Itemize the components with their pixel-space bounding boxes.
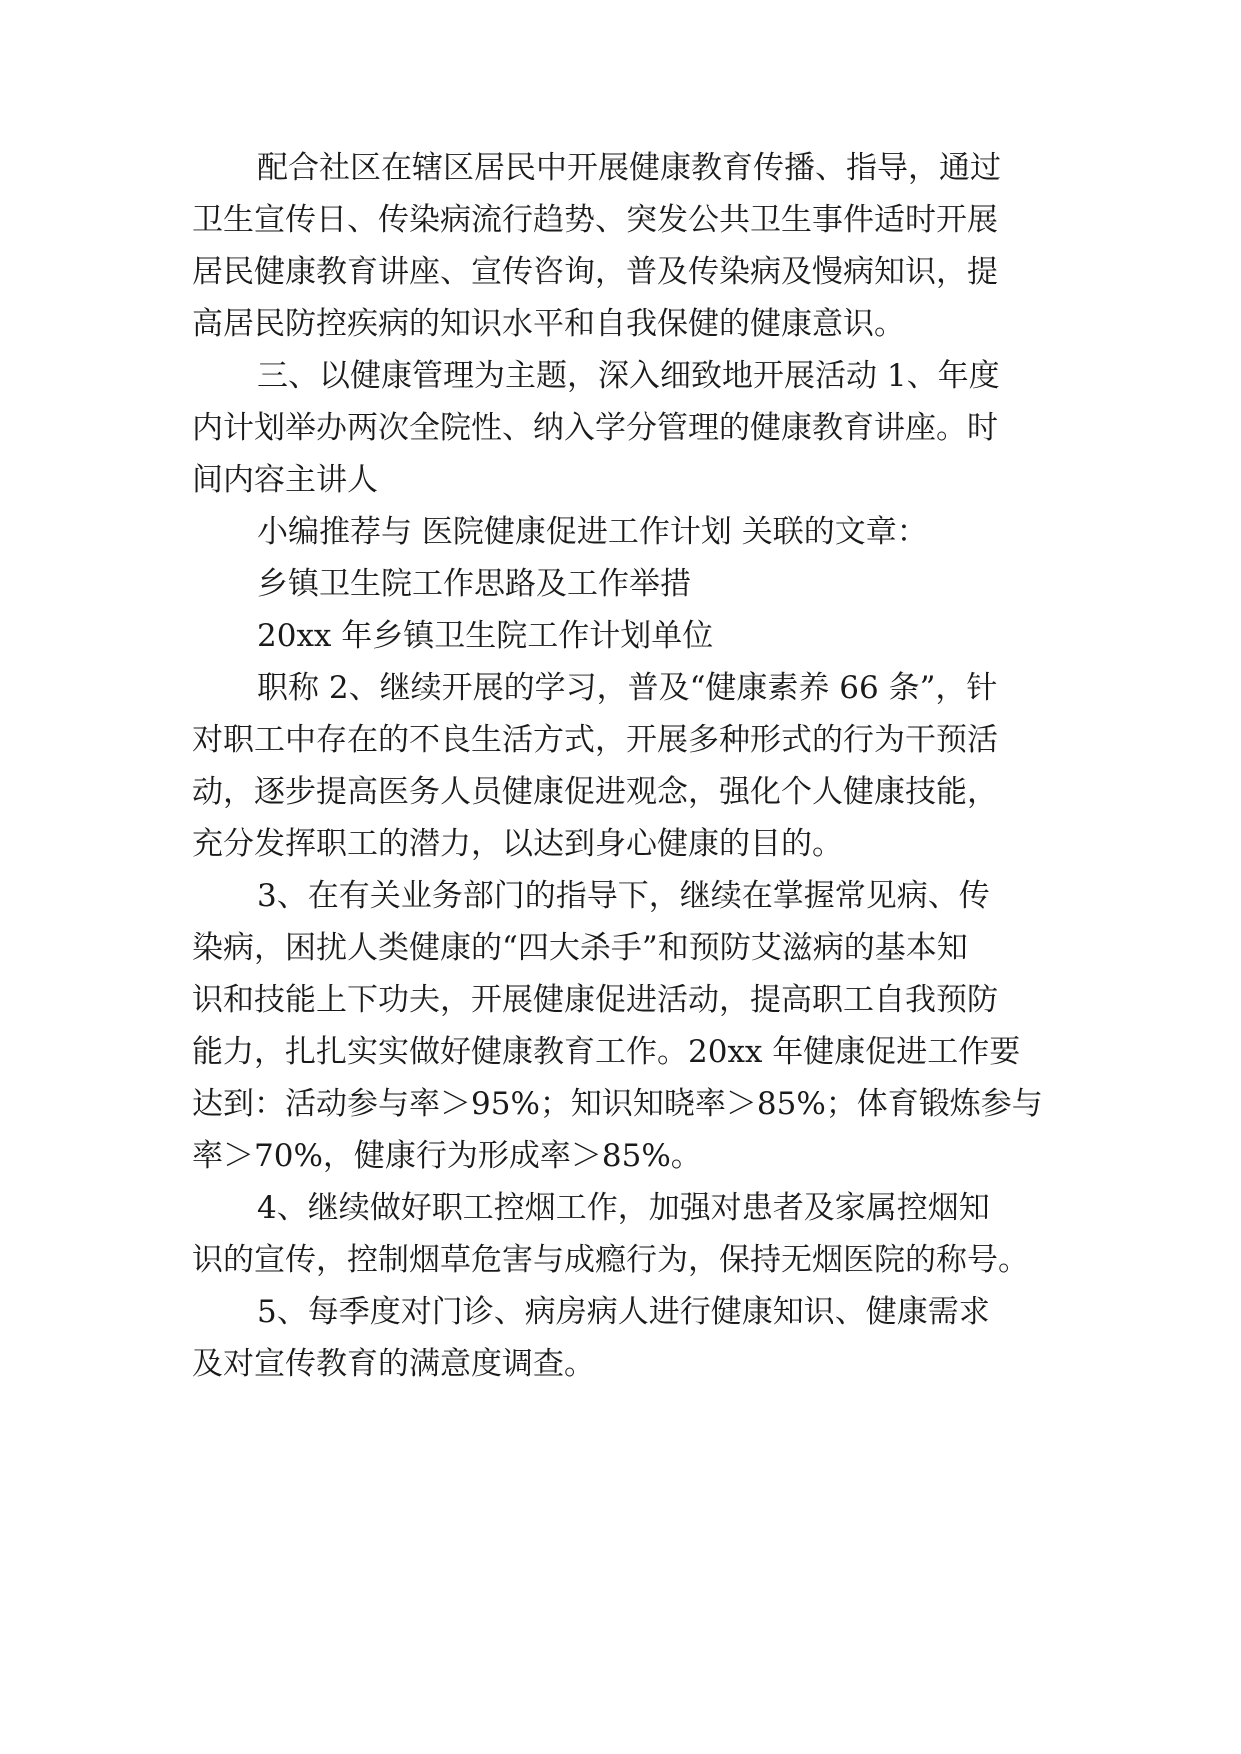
paragraph-line: 充分发挥职工的潜力，以达到身心健康的目的。 [192,826,843,862]
related-articles-heading: 小编推荐与 医院健康促进工作计划 关联的文章： [257,514,928,550]
paragraph-line: 3、在有关业务部门的指导下，继续在掌握常见病、传 [257,878,990,914]
paragraph-line: 能力，扎扎实实做好健康教育工作。20xx 年健康促进工作要 [192,1034,1021,1070]
paragraph-line: 率＞70%，健康行为形成率＞85%。 [192,1138,702,1174]
paragraph-line: 居民健康教育讲座、宣传咨询，普及传染病及慢病知识，提 [192,254,998,290]
paragraph-line: 间内容主讲人 [192,462,378,498]
paragraph-line: 5、每季度对门诊、病房病人进行健康知识、健康需求 [257,1294,990,1330]
paragraph-line: 内计划举办两次全院性、纳入学分管理的健康教育讲座。时 [192,410,998,446]
paragraph-line: 高居民防控疾病的知识水平和自我保健的健康意识。 [192,306,905,342]
paragraph-line: 及对宣传教育的满意度调查。 [192,1346,595,1382]
paragraph-line: 配合社区在辖区居民中开展健康教育传播、指导，通过 [257,150,1001,186]
paragraph-line: 卫生宣传日、传染病流行趋势、突发公共卫生事件适时开展 [192,202,998,238]
paragraph-line: 达到：活动参与率＞95%；知识知晓率＞85%；体育锻炼参与 [192,1086,1043,1122]
section-heading-line: 三、以健康管理为主题，深入细致地开展活动 1、年度 [257,358,1000,394]
paragraph-line: 职称 2、继续开展的学习，普及“健康素养 66 条”，针 [257,670,998,706]
related-article-link[interactable]: 乡镇卫生院工作思路及工作举措 [257,566,691,602]
paragraph-line: 动，逐步提高医务人员健康促进观念，强化个人健康技能， [192,774,998,810]
related-article-link[interactable]: 20xx 年乡镇卫生院工作计划单位 [257,618,714,654]
paragraph-line: 染病，困扰人类健康的“四大杀手”和预防艾滋病的基本知 [192,930,968,966]
paragraph-line: 识的宣传，控制烟草危害与成瘾行为，保持无烟医院的称号。 [192,1242,1029,1278]
paragraph-line: 识和技能上下功夫，开展健康促进活动，提高职工自我预防 [192,982,998,1018]
paragraph-line: 4、继续做好职工控烟工作，加强对患者及家属控烟知 [257,1190,990,1226]
paragraph-line: 对职工中存在的不良生活方式，开展多种形式的行为干预活 [192,722,998,758]
